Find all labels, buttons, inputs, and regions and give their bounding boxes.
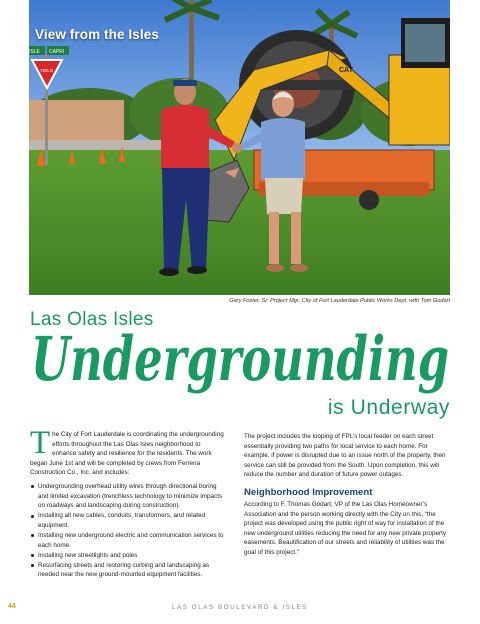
- left-column: [30, 425, 224, 580]
- street-sign-1-label: ISLE: [29, 49, 40, 55]
- intro-text: he City of Fort Lauderdale is coordinating the undergrounding efforts throughout the Las Olas Isles neighborhood to enhance safety and resilience for the residents. The work began June 1st and will be completed by crews from Ferreira Construction Co., Inc. and includes:: [30, 431, 224, 477]
- list-item: Installing new streetlights and poles: [30, 551, 224, 561]
- list-item: Installing all new cables, conduits, transformers, and related equipment.: [30, 511, 224, 530]
- headline-sub: is Underway: [327, 396, 450, 419]
- footer-magazine-name: LAS OLAS BOULEVARD & ISLES: [171, 604, 309, 611]
- right-column: [244, 432, 450, 558]
- headline-script-text: Undergrounding: [31, 324, 449, 394]
- list-item: Undergrounding overhead utility wires through directional boring and limited excavation (trenchless technology to minimize impacts on roadways and landscaping during construction).: [30, 482, 224, 511]
- intro-paragraph: [30, 425, 224, 478]
- photo-caption: Gary Foster, Sr. Project Mgr. City of Fort Lauderdale Public Works Dept. with Tom Godart: [229, 298, 450, 304]
- cover-photo: [29, 0, 450, 295]
- photo-scene: [29, 0, 450, 295]
- paragraph-looping: The project includes the looping of FPL’s local feeder on each street essentially providing two paths for local service to each home. For example, if power is disrupted due to an issue north of the property, then service can still be provided from the South. Upon completion, this will reduce the number and duration of future power outages.: [244, 433, 446, 479]
- house: [29, 100, 124, 140]
- list-item: Resurfacing streets and restoring curbing and landscaping as needed near the new ground-mounted equipment facilities.: [30, 561, 224, 580]
- list-item: Installing new underground electric and communication services to each home.: [30, 531, 224, 550]
- subhead-neighborhood-improvement: Neighborhood Improvement: [244, 486, 373, 498]
- headline-script: [24, 324, 456, 394]
- street-sign-2-label: CAPRI: [49, 49, 65, 55]
- drop-cap: T: [30, 425, 51, 461]
- handshake: [232, 143, 242, 153]
- excavator-brand-label: CAT: [339, 67, 353, 74]
- headline-kicker: Las Olas Isles: [30, 309, 154, 330]
- yield-sign-label: YIELD: [40, 68, 54, 73]
- page-number: 44: [8, 603, 16, 610]
- bullet-list: [30, 482, 224, 580]
- paragraph-godart-quote: According to F. Thomas Godart, VP of the Las Olas Homeowner’s Association and the person working directly with the City on this, “the project was developed using the public right of way for installation of the new underground utilities reducing the need for any new private property easements. Beautification of our streets and reliability of utilities was the goal of this project.”: [244, 500, 446, 556]
- section-title: View from the Isles: [35, 27, 159, 42]
